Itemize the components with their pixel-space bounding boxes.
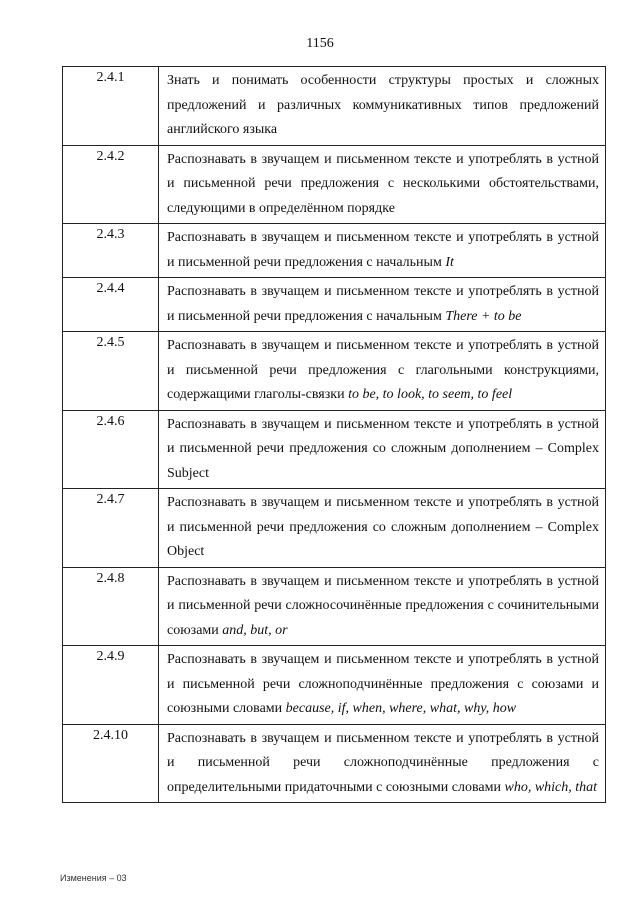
row-code: 2.4.9 — [63, 646, 159, 724]
row-description-text: Распознавать в звучащем и письменном тексте и употреблять в устной и письменной речи сложносочинённые предложения с сочинительными союзами — [167, 573, 599, 638]
row-description-italic: and, but, or — [222, 622, 288, 638]
row-description — [159, 332, 605, 410]
row-description-text: Распознавать в звучащем и письменном тексте и употреблять в устной и письменной речи сложноподчинённые предложения с определительными придаточными с союзными словами — [167, 730, 599, 795]
row-description — [159, 67, 605, 145]
row-code: 2.4.5 — [63, 332, 159, 410]
row-description-italic: who, which, that — [504, 779, 598, 795]
row-description-text: Распознавать в звучащем и письменном тексте и употреблять в устной и письменной речи предложения с несколькими обстоятельствами, следующими в определённом порядке — [167, 151, 599, 216]
row-description — [159, 278, 605, 331]
table-row — [63, 331, 605, 410]
row-description — [159, 725, 605, 803]
row-description-text: Распознавать в звучащем и письменном тексте и употреблять в устной и письменной речи предложения со сложным дополнением – Complex Subject — [167, 416, 599, 481]
row-code: 2.4.3 — [63, 224, 159, 277]
row-description-text: Распознавать в звучащем и письменном тексте и употреблять в устной и письменной речи предложения с начальным — [167, 230, 599, 270]
row-code: 2.4.1 — [63, 67, 159, 145]
row-description-italic: to be, to look, to seem, to feel — [348, 387, 513, 402]
row-description — [159, 646, 605, 724]
row-description-text: Распознавать в звучащем и письменном тексте и употреблять в устной и письменной речи предложения с начальным — [167, 284, 599, 324]
row-description-text: Распознавать в звучащем и письменном тексте и употреблять в устной и письменной речи предложения с глагольными конструкциями, содержащими глаголы-связки — [167, 338, 599, 402]
row-code: 2.4.7 — [63, 489, 159, 567]
row-description-text: Знать и понимать особенности структуры простых и сложных предложений и различных коммуникативных типов предложений английского языка — [167, 73, 599, 137]
row-description-italic: There + to be — [445, 308, 522, 324]
table-row — [63, 410, 605, 489]
row-description-italic: because, if, when, where, what, why, how — [285, 701, 517, 716]
table-row — [63, 724, 605, 803]
table-row — [63, 488, 605, 567]
row-description — [159, 224, 605, 277]
row-code: 2.4.6 — [63, 411, 159, 489]
table-row — [63, 223, 605, 277]
requirements-table — [62, 66, 606, 803]
row-description — [159, 146, 605, 224]
page-number: 1156 — [306, 36, 334, 51]
table-row — [63, 277, 605, 331]
row-description-italic: It — [445, 254, 454, 270]
row-description — [159, 489, 605, 567]
row-description-text: Распознавать в звучащем и письменном тексте и употреблять в устной и письменной речи предложения со сложным дополнением – Complex Object — [167, 495, 599, 559]
table-row — [63, 67, 605, 145]
row-code: 2.4.4 — [63, 278, 159, 331]
revision-footer: Изменения – 03 — [60, 873, 127, 883]
table-row — [63, 645, 605, 724]
row-description-text: Распознавать в звучащем и письменном тексте и употреблять в устной и письменной речи сложноподчинённые предложения с союзами и союзными словами — [167, 652, 599, 716]
row-code: 2.4.2 — [63, 146, 159, 224]
table-row — [63, 567, 605, 646]
row-code: 2.4.10 — [63, 725, 159, 803]
table-row — [63, 145, 605, 224]
row-description — [159, 568, 605, 646]
row-description — [159, 411, 605, 489]
row-code: 2.4.8 — [63, 568, 159, 646]
